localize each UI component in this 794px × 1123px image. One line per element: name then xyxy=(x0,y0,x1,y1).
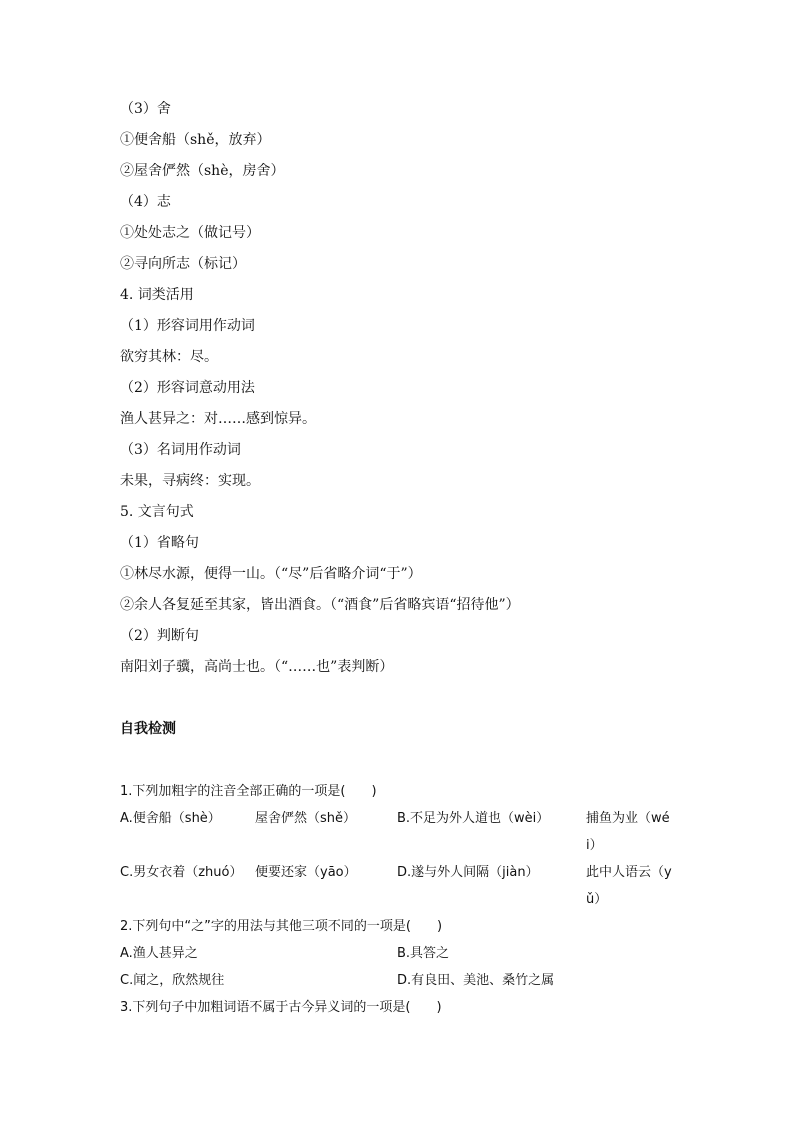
note-line: ②寻向所志（标记） xyxy=(120,256,246,272)
option-c-part-2: 便要还家（yāo） xyxy=(255,865,357,880)
note-line: （1）省略句 xyxy=(120,535,199,551)
note-line: ②余人各复延至其家，皆出酒食。（“酒食”后省略宾语“招待他”） xyxy=(120,597,520,613)
note-line: 渔人甚异之：对……感到惊异。 xyxy=(120,411,316,427)
note-line: （3）名词用作动词 xyxy=(120,442,241,458)
note-line: （2）形容词意动用法 xyxy=(120,380,255,396)
option-b: B.不足为外人道也（wèi） xyxy=(397,811,550,826)
option-c: C.闻之，欣然规往 xyxy=(120,973,225,988)
question-1-options-row-2 xyxy=(120,859,680,913)
note-line: （2）判断句 xyxy=(120,628,199,644)
note-line: 南阳刘子骥，高尚士也。（“……也”表判断） xyxy=(120,659,394,675)
option-d: D.有良田、美池、桑竹之属 xyxy=(397,973,555,988)
note-line: （3）舍 xyxy=(120,101,171,117)
option-a: A.便舍船（shè） xyxy=(120,811,221,826)
question-2-options-row-1 xyxy=(120,940,680,967)
note-line: ①处处志之（做记号） xyxy=(120,225,260,241)
note-line: ①便舍船（shě，放弃） xyxy=(120,132,271,148)
option-c: C.男女衣着（zhuó） xyxy=(120,865,243,880)
note-line: 5. 文言句式 xyxy=(120,504,194,520)
note-line: 未果，寻病终：实现。 xyxy=(120,473,260,489)
option-d-part-2: 此中人语云（yǔ） xyxy=(586,865,672,907)
option-d: D.遂与外人间隔（jiàn） xyxy=(397,865,539,880)
note-line: 4. 词类活用 xyxy=(120,287,194,303)
section-title: 自我检测 xyxy=(120,721,176,737)
question-2-options-row-2 xyxy=(120,967,680,994)
option-a-part-2: 屋舍俨然（shě） xyxy=(255,811,357,826)
option-b-part-2: 捕鱼为业（wéi） xyxy=(586,811,670,853)
option-a: A.渔人甚异之 xyxy=(120,946,198,961)
note-line: ①林尽水源，便得一山。（“尽”后省略介词“于”） xyxy=(120,566,422,582)
note-line: （1）形容词用作动词 xyxy=(120,318,255,334)
question-2-stem: 2.下列句中“之”字的用法与其他三项不同的一项是( ) xyxy=(120,919,443,934)
question-1-stem: 1.下列加粗字的注音全部正确的一项是( ) xyxy=(120,784,377,799)
notes-section xyxy=(120,94,720,683)
note-line: （4）志 xyxy=(120,194,171,210)
option-b: B.具答之 xyxy=(397,946,450,961)
note-line: 欲穷其林：尽。 xyxy=(120,349,218,365)
note-line: ②屋舍俨然（shè，房舍） xyxy=(120,163,285,179)
quiz-section xyxy=(120,778,680,1021)
question-3-stem: 3.下列句子中加粗词语不属于古今异义词的一项是( ) xyxy=(120,1000,442,1015)
question-1-options-row-1 xyxy=(120,805,680,859)
